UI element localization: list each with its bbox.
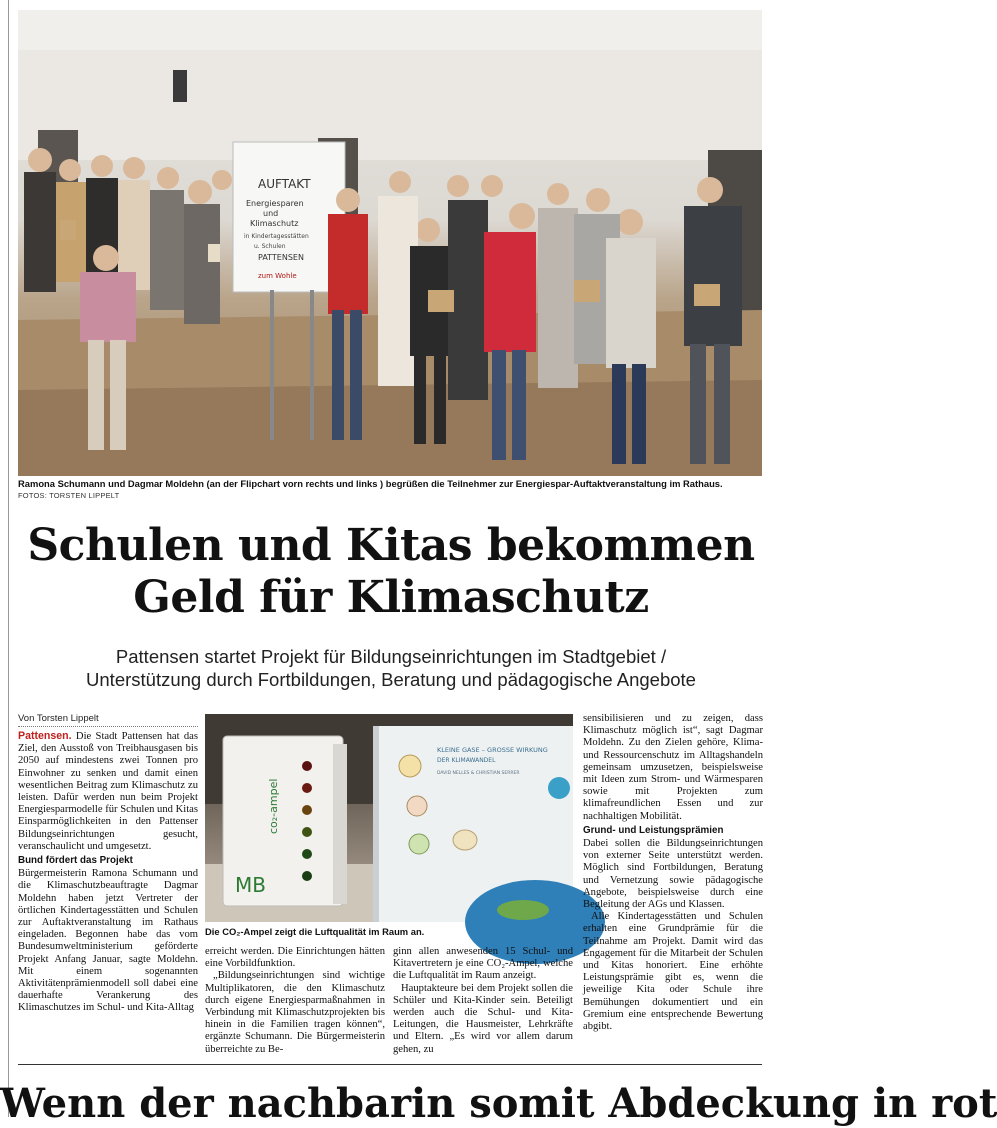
device-logo: MB [235,873,266,897]
group-photo-illustration [18,10,762,476]
paragraph-text: Alle Kindertagesstätten und Schulen erhalten eine Grundprämie für die Teilnahme am Projekt. Damit wird das Engagement für die Mitarbeit der Schulen und Kitas honoriert. Eine erhöhte Leistungsprämie gibt es, wenn die jeweilige Kita oder Schule ihre Bemühungen dokumentiert und ein Gremium eine entsprechende Bewertung abgibt. [583,911,763,1033]
paragraph-text: Dabei sollen die Bildungseinrichtungen von externer Seite unterstützt werden. Möglich sind Fortbildungen, Beratung und Vernetzung sowie pädagogische Angebote, beispielsweise durch eine Begleitung der AGs und Klassen. [583,838,763,911]
book-title: KLEINE GASE – GROSSE WIRKUNG [437,746,548,754]
subhead-line-1: Pattensen startet Projekt für Bildungseinrichtungen im Stadtgebiet / [115,646,667,667]
paragraph-text: Bürgermeisterin Ramona Schumann und die Klimaschutzbeauftragte Dagmar Moldehn haben jetzt Vertreter der örtlichen Kindertagesstätten und Schulen zur Auftaktveranstaltung im Rathaus eingeladen. Begonnen habe das vom Bundesumweltministerium geförderte Projekt Anfang Januar, sagte Moldehn. Mit einem sogenannten Aktivitätenprämienmodell soll dabei eine dauerhafte Verankerung des Klimaschutzes im Schul- und Kita-Alltag [18,868,198,1014]
flipchart-line-6: PATTENSEN [258,253,304,262]
paragraph-text: Hauptakteure bei dem Projekt sollen die Schüler und Kita-Kinder sein. Beteiligt werden auch die Schul- und Kita-Leitungen, die Hausmeister, Lehrkräfte und Eltern. „Es wird vor allem darum gehen, zu [393,982,573,1055]
co2-ampel-illustration [205,714,573,922]
co2-ampel-photo [205,714,573,922]
subheading-bund: Bund fördert das Projekt [18,855,133,867]
flipchart-line-2: und [263,209,279,218]
article-column-2 [205,946,385,1056]
author-line: Von Torsten Lippelt [18,713,198,727]
dateline: Pattensen. [18,730,72,742]
article-column-4 [583,713,763,1033]
article-headline [0,520,782,624]
headline-line-2: Geld für Klimaschutz [133,572,649,623]
article-subheadline [0,645,782,691]
paragraph-intro [18,730,198,853]
paragraph-text: „Bildungseinrichtungen sind wichtige Multiplikatoren, die den Klimaschutz durch eigene Energiesparmaßnahmen in Verbindung mit Klimaschutzprojekten bis hinein in die Familien tragen können“, ergänzte Schumann. Die Bürgermeisterin überreichte zu Be- [205,970,385,1055]
headline-line-1: Schulen und Kitas bekommen [27,520,755,571]
paragraph-text: erreicht werden. Die Einrichtungen hätten eine Vorbildfunktion. [205,946,385,970]
subhead-line-2: Unterstützung durch Fortbildungen, Beratung und pädagogische Angebote [86,669,696,690]
flipchart-line-4: in Kindertagesstätten [244,233,309,240]
paragraph-text: ginn allen anwesenden 15 Schul- und Kitavertretern je eine CO₂-Ampel, welche die Luftqualität im Raum anzeigt. [393,946,573,982]
flipchart-line-3: Klimaschutz [250,219,299,228]
group-photo [18,10,762,476]
book-authors: DAVID NELLES & CHRISTIAN SERRER [437,771,520,776]
flipchart-line-1: Energiesparen [246,199,304,208]
flipchart-line-5: u. Schulen [254,243,286,250]
paragraph-text: sensibilisieren und zu zeigen, dass Klimaschutz möglich ist“, sagt Dagmar Moldehn. Zu den Zielen gehöre, Klima- und Ressourcenschutz im Alltagshandeln gemeinsam umzusetzen, beispielsweise mit Ideen zum Strom- und Wärmesparen sowie mit Projekten zum klimafreundlichen Essen und zur nachhaltigen Mobilität. [583,713,763,822]
next-article-headline: Wenn der nachbarin somit Abdeckung in rot [0,1080,997,1127]
intro-text: Die Stadt Pattensen hat das Ziel, den Ausstoß von Treibhausgasen bis 2050 auf mindestens zwei Tonnen pro Einwohner zu senken und damit einen wesentlichen Beitrag zum Klimaschutz zu leisten. Dafür werden nun beim Projekt Energiesparmodelle für Schulen und Kitas Einsparmöglichkeiten in den Pattenser Bildungseinrichtungen gesucht, veranschaulicht und umgesetzt. [18,731,198,852]
article-column-1 [18,730,198,1015]
co2-photo-caption: Die CO₂-Ampel zeigt die Luftqualität im Raum an. [205,926,425,937]
device-label: co₂-ampel [267,778,280,834]
photo-credit: FOTOS: TORSTEN LIPPELT [18,491,120,500]
book-subtitle: DER KLIMAWANDEL [437,757,496,764]
flipchart-line-7: zum Wohle [258,272,297,280]
article-column-3 [393,946,573,1056]
subheading-praemien: Grund- und Leistungsprämien [583,824,724,836]
flipchart-title: AUFTAKT [258,177,311,191]
article-bottom-rule [18,1064,762,1065]
photo-caption: Ramona Schumann und Dagmar Moldehn (an der Flipchart vorn rechts und links ) begrüßen die Teilnehmer zur Energiespar-Auftaktveranstaltung im Rathaus. [18,478,723,489]
